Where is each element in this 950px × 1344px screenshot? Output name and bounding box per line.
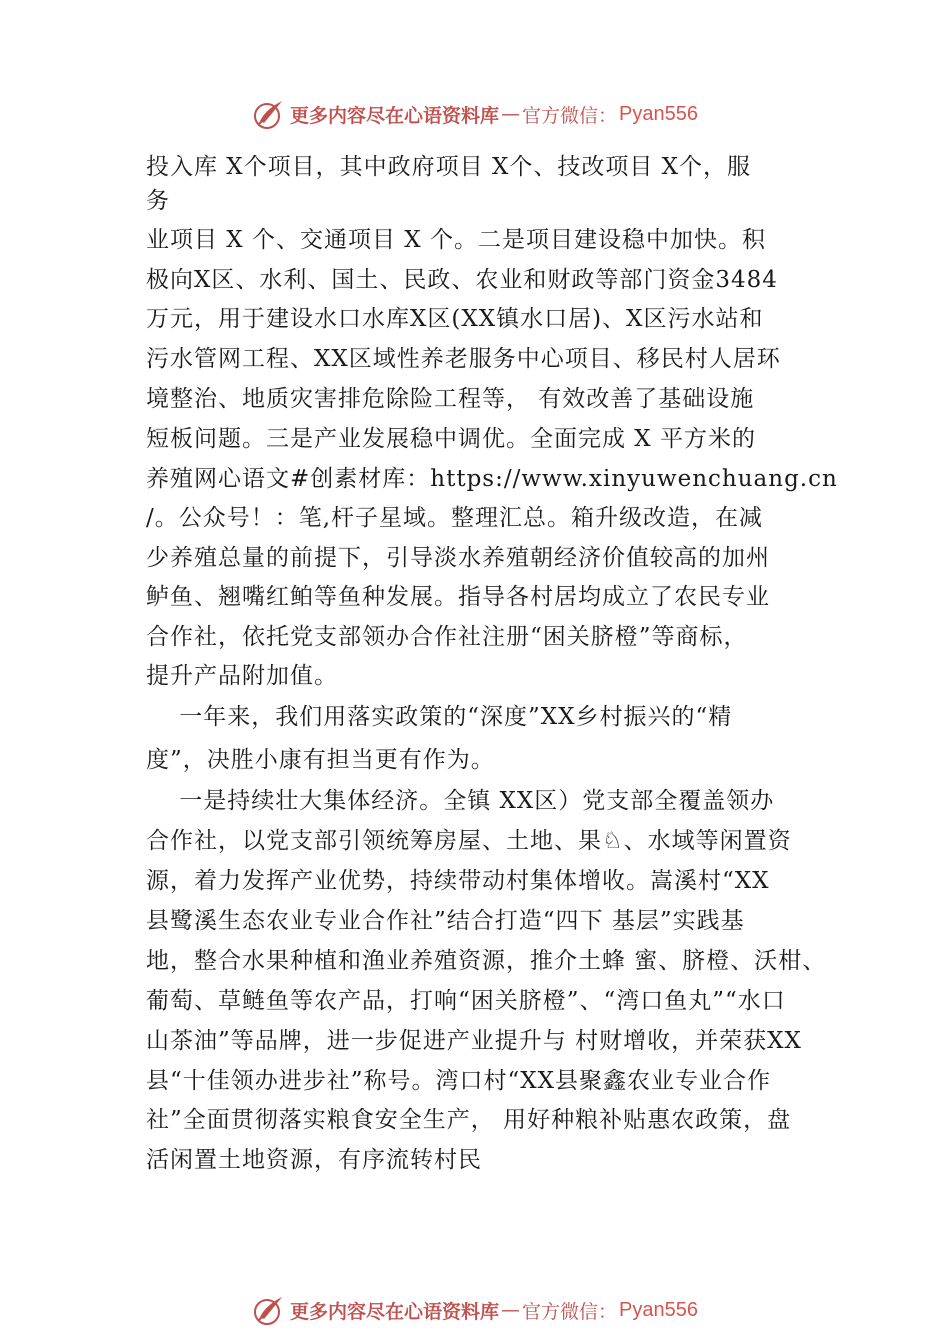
- body-line: 境整治、地质灾害排危除险工程等， 有效改善了基础设施: [146, 386, 755, 412]
- body-line: 养殖网心语文#创素材库：https://www.xinyuwenchuang.cn: [146, 466, 838, 492]
- body-line: 地，整合水果种植和渔业养殖资源，推介土蜂 蜜、脐橙、沃柑、: [146, 948, 827, 974]
- body-line: 少养殖总量的前提下，引导淡水养殖朝经济价值较高的加州: [146, 545, 770, 571]
- body-line: 葡萄、草鲢鱼等农产品，打响“困关脐橙”、“湾口鱼丸”“水口: [146, 988, 786, 1014]
- banner-wechat-id: Pyan556: [619, 1298, 698, 1321]
- header-banner: [0, 94, 950, 134]
- banner-separator: —: [501, 103, 521, 125]
- body-line: 活闲置土地资源，有序流转村民: [146, 1147, 482, 1173]
- quill-logo-icon: [252, 97, 286, 131]
- banner-main-text: 更多内容尽在心语资料库: [290, 104, 500, 127]
- body-line: 短板问题。三是产业发展稳中调优。全面完成 X 平方米的: [146, 426, 756, 452]
- banner-separator: —: [501, 1299, 521, 1321]
- body-line: 业项目 X 个、交通项目 X 个。二是项目建设稳中加快。积: [146, 227, 766, 253]
- body-line: 污水管网工程、XX区域性养老服务中心项目、移民村人居环: [146, 346, 781, 372]
- banner-wechat-label: 官方微信：: [522, 1300, 618, 1323]
- body-line: 山茶油”等品牌，进一步促进产业提升与 村财增收，并荣获XX: [146, 1028, 802, 1054]
- footer-banner: [0, 1290, 950, 1330]
- banner-main-text: 更多内容尽在心语资料库: [290, 1300, 500, 1323]
- body-line: 度”，决胜小康有担当更有作为。: [146, 747, 495, 773]
- body-line: 投入库 X个项目，其中政府项目 X个、技改项目 X个，服: [146, 154, 752, 180]
- quill-logo-icon: [252, 1293, 286, 1327]
- banner-wechat-id: Pyan556: [619, 102, 698, 125]
- body-line: 务: [146, 188, 170, 214]
- body-line: 万元，用于建设水口水库X区(XX镇水口居)、X区污水站和: [146, 306, 764, 332]
- body-line: 一年来，我们用落实政策的“深度”XX乡村振兴的“精: [146, 704, 733, 730]
- body-line: 鲈鱼、翘嘴红鲌等鱼种发展。指导各村居均成立了农民专业: [146, 584, 770, 610]
- body-line: 县鹭溪生态农业专业合作社”结合打造“四下 基层”实践基: [146, 908, 745, 934]
- body-line: 县“十佳领办进步社”称号。湾口村“XX县聚鑫农业专业合作: [146, 1068, 772, 1094]
- body-line: 一是持续壮大集体经济。全镇 XX区）党支部全覆盖领办: [146, 788, 775, 814]
- body-line: 社”全面贯彻落实粮食安全生产， 用好种粮补贴惠农政策，盘: [146, 1107, 792, 1133]
- body-line: /。公众号！：笔,杆子星域。整理汇总。箱升级改造，在减: [146, 505, 764, 531]
- body-line: 极向X区、水利、国土、民政、农业和财政等部门资金3484: [146, 267, 778, 293]
- body-line: 合作社，以党支部引领统筹房屋、土地、果♘、水域等闲置资: [146, 828, 792, 854]
- body-line: 源，着力发挥产业优势，持续带动村集体增收。嵩溪村“XX: [146, 868, 770, 894]
- body-line: 提升产品附加值。: [146, 663, 338, 689]
- body-line: 合作社，依托党支部领办合作社注册“困关脐橙”等商标，: [146, 624, 748, 650]
- banner-wechat-label: 官方微信：: [522, 104, 618, 127]
